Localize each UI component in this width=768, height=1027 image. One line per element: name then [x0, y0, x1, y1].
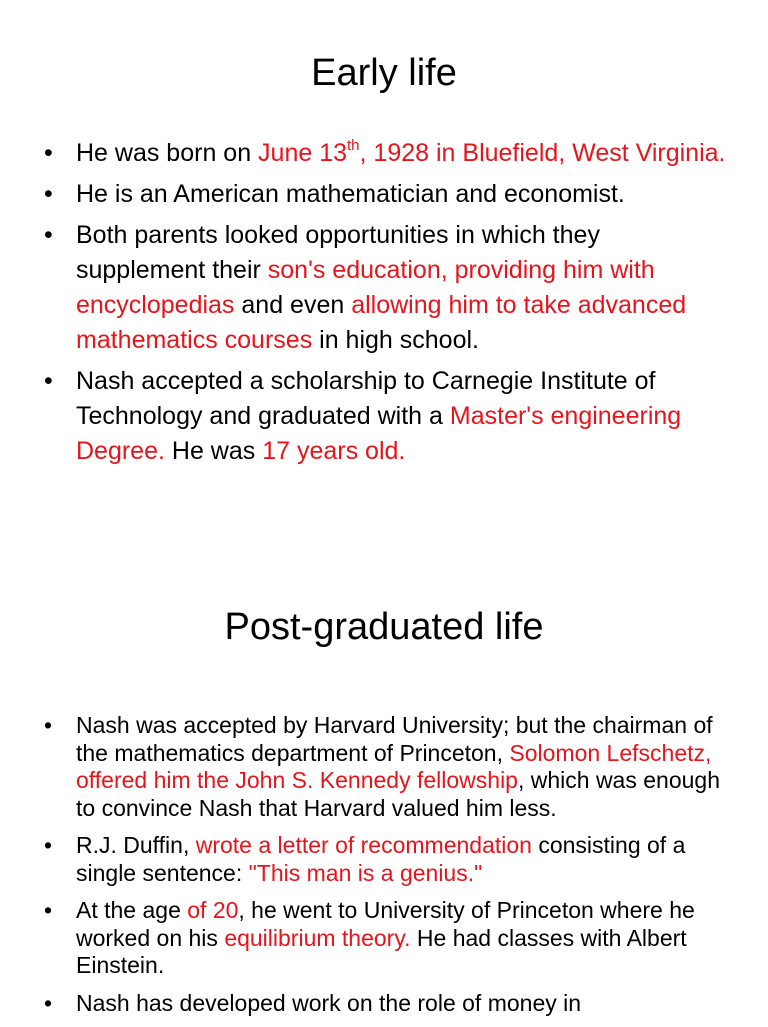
- bullet-text: At the age: [76, 897, 188, 923]
- highlight-text: of 20: [187, 897, 239, 923]
- bullet-icon: •: [44, 897, 53, 923]
- bullet-text: , which was enough to convince Nash that Harvard valued him less.: [76, 767, 720, 821]
- bullet-icon: •: [44, 712, 53, 738]
- bullet-text: Nash has developed work on the role of money in: [76, 989, 582, 1016]
- bullet-text: Both parents looked opportunities in which they supplement their: [76, 221, 600, 284]
- bullet-text: He had classes with Albert Einstein.: [76, 924, 687, 978]
- highlight-text: "This man is a genius.": [248, 859, 483, 886]
- slide-title: Post-graduated life: [224, 606, 544, 648]
- superscript-text: th: [347, 136, 360, 154]
- bullet-text: , he went to University of Princeton where he worked on his: [76, 897, 695, 951]
- bullet-item-duffin: [44, 832, 744, 887]
- bullet-text: Nash accepted a scholarship to Carnegie Institute of Technology and graduated with a: [76, 367, 656, 430]
- bullet-item-birth: [44, 136, 734, 171]
- highlight-text: son's education, providing him with encyclopedias: [76, 256, 655, 319]
- bullet-icon: •: [44, 221, 53, 249]
- bullet-icon: •: [44, 139, 53, 167]
- bullet-text: He was: [164, 437, 263, 465]
- highlight-text: 17 years old.: [262, 437, 406, 465]
- bullet-text: He is an American mathematician and economist.: [76, 180, 625, 208]
- bullet-text: in high school.: [312, 326, 479, 354]
- bullet-item-money: [44, 990, 744, 1018]
- bullet-item-harvard: [44, 712, 744, 822]
- bullet-icon: •: [44, 180, 53, 208]
- highlight-text: Master's engineering Degree.: [76, 402, 682, 465]
- highlight-text: allowing him to take advanced mathematics courses: [76, 291, 687, 354]
- highlight-text: , 1928 in Bluefield, West Virginia.: [359, 139, 726, 167]
- bullet-item-scholarship: [44, 364, 734, 469]
- bullet-text: R.J. Duffin,: [76, 832, 196, 858]
- highlight-text: equilibrium theory.: [224, 924, 411, 951]
- bullet-text: He was born on: [76, 139, 259, 167]
- highlight-text: Solomon Lefschetz, offered him the John S. Kennedy fellowship: [76, 739, 712, 793]
- slide-title: Early life: [311, 52, 457, 94]
- bullet-icon: •: [44, 989, 53, 1016]
- bullet-list: [44, 712, 744, 1027]
- highlight-text: wrote a letter of recommendation: [195, 832, 532, 858]
- bullet-text: and even: [234, 291, 352, 319]
- bullet-text: consisting of a single sentence:: [76, 832, 686, 886]
- bullet-text: Nash was accepted by Harvard University; but the chairman of the mathematics department of Princeton,: [76, 712, 713, 766]
- bullet-item-princeton: [44, 897, 744, 980]
- slide-post-graduated-life: [0, 576, 768, 1024]
- bullet-item-profession: [44, 177, 734, 212]
- highlight-text: June 13: [258, 139, 348, 167]
- bullet-list: [44, 136, 734, 475]
- bullet-icon: •: [44, 832, 53, 858]
- bullet-icon: •: [44, 367, 53, 395]
- bullet-item-parents: [44, 218, 734, 358]
